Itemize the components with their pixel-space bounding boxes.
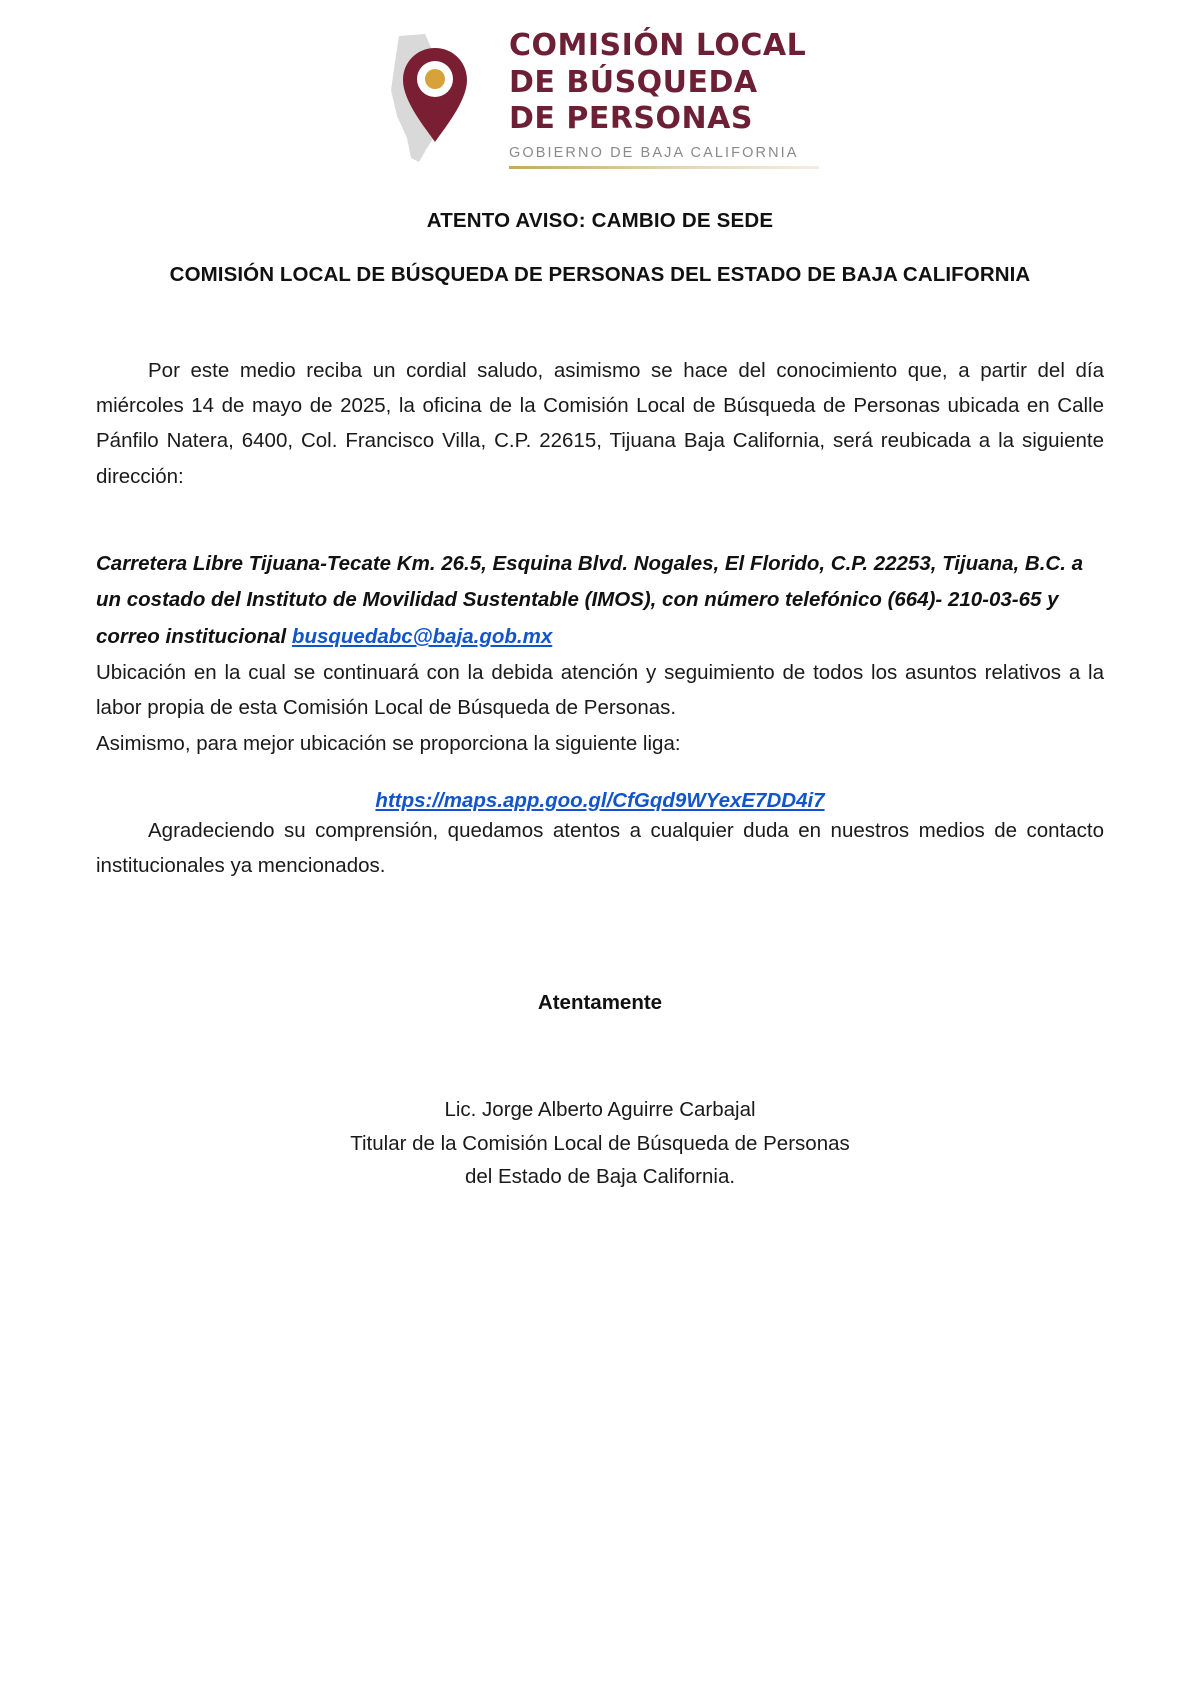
logo-subtitle: GOBIERNO DE BAJA CALIFORNIA (509, 144, 799, 161)
paragraph-map-intro: Asimismo, para mejor ubicación se proporciona la siguiente liga: (96, 731, 681, 755)
paragraph-closing: Agradeciendo su comprensión, quedamos atentos a cualquier duda en nuestros medios de contacto institucionales ya mencionados. (96, 818, 1104, 878)
signature-details (96, 1093, 1104, 1193)
signer-name: Lic. Jorge Alberto Aguirre Carbajal (444, 1098, 756, 1122)
signer-role-line-2: del Estado de Baja California. (464, 1164, 736, 1188)
signer-role-line-1: Titular de la Comisión Local de Búsqueda de Personas (350, 1131, 850, 1155)
location-pin-baja-california-map-icon (381, 30, 491, 166)
institution-title: COMISIÓN LOCAL DE BÚSQUEDA DE PERSONAS DEL ESTADO DE BAJA CALIFORNIA (169, 262, 1031, 286)
logo-line-3: DE PERSONAS (509, 101, 753, 137)
map-link-container (96, 789, 1104, 813)
logo-line-2: DE BÚSQUEDA (509, 64, 758, 100)
title-block (96, 209, 1104, 287)
map-link[interactable]: https://maps.app.goo.gl/CfGqd9WYexE7DD4i7 (375, 788, 825, 812)
logo-line-1: COMISIÓN LOCAL (509, 28, 807, 63)
page-title: ATENTO AVISO: CAMBIO DE SEDE (426, 208, 774, 232)
paragraph-continuity: Ubicación en la cual se continuará con la debida atención y seguimiento de todos los asuntos relativos a la labor propia de esta Comisión Local de Búsqueda de Personas. (96, 661, 1104, 720)
logo-accent-rule (509, 166, 819, 169)
letterhead (96, 0, 1104, 175)
letterhead-wordmark (509, 28, 819, 169)
document-body (96, 353, 1104, 884)
signature-block (96, 991, 1104, 1193)
paragraph-intro: Por este medio reciba un cordial saludo, asimismo se hace del conocimiento que, a partir del día miércoles 14 de mayo de 2025, la oficina de la Comisión Local de Búsqueda de Personas ubicada en Calle Pánfilo Natera, 6400, Col. Francisco Villa, C.P. 22615, Tijuana Baja California, será reubicada a la siguiente dirección: (96, 358, 1104, 488)
new-address-block (96, 546, 1104, 655)
signature-salutation: Atentamente (537, 991, 663, 1015)
email-link[interactable]: busquedabc@baja.gob.mx (291, 624, 553, 648)
new-address-text: Carretera Libre Tijuana-Tecate Km. 26.5, Esquina Blvd. Nogales, El Florido, C.P. 22253, Tijuana, B.C. a un costado del Instituto de Movilidad Sustentable (IMOS), con número telefónico (664)- 210-03-65 y correo institucional (96, 551, 1083, 648)
